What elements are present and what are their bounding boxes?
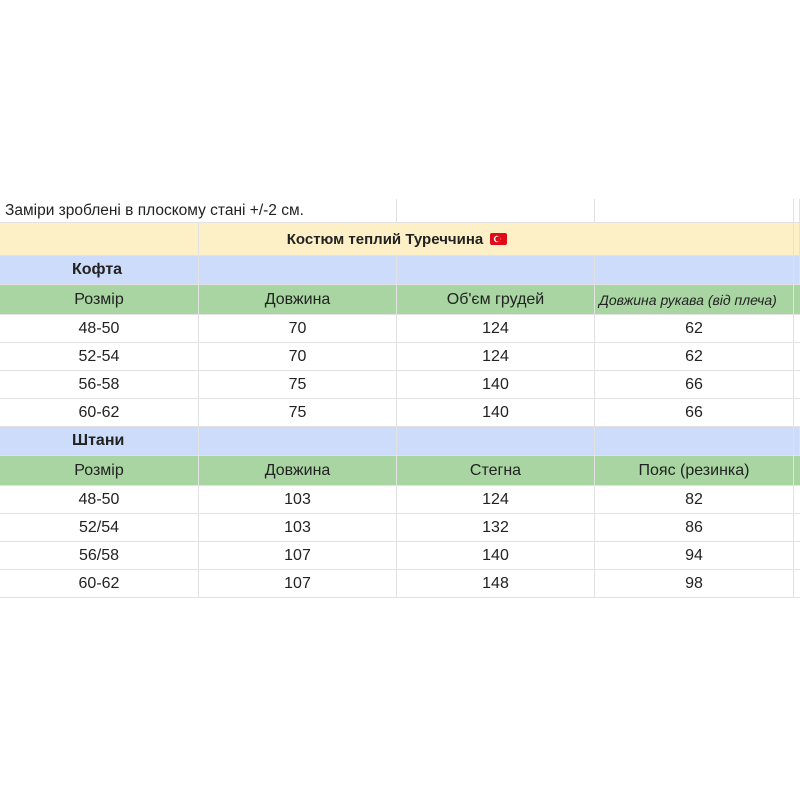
size-chart-sheet — [0, 199, 800, 598]
header-cell-chest[interactable]: Об'єм грудей — [397, 285, 595, 314]
turkey-flag-icon — [490, 233, 507, 245]
header-cell-waist[interactable]: Пояс (резинка) — [595, 456, 794, 485]
table-cell[interactable]: 140 — [397, 542, 595, 569]
table-cell[interactable]: 107 — [199, 570, 397, 597]
table-cell[interactable]: 66 — [595, 371, 794, 398]
empty-cell[interactable] — [595, 427, 794, 455]
empty-cell[interactable] — [595, 256, 794, 284]
empty-cell[interactable] — [794, 542, 800, 569]
table-row — [0, 315, 800, 343]
table-cell[interactable]: 70 — [199, 315, 397, 342]
section-row-jacket — [0, 256, 800, 285]
empty-cell[interactable] — [199, 256, 397, 284]
table-cell[interactable]: 70 — [199, 343, 397, 370]
table-cell[interactable]: 82 — [595, 486, 794, 513]
table-row — [0, 570, 800, 598]
table-cell[interactable]: 62 — [595, 343, 794, 370]
table-row — [0, 514, 800, 542]
header-cell-size[interactable]: Розмір — [0, 285, 199, 314]
header-cell-size[interactable]: Розмір — [0, 456, 199, 485]
section-title-pants: Штани — [72, 432, 125, 449]
empty-cell[interactable] — [0, 223, 199, 255]
empty-cell[interactable] — [794, 371, 800, 398]
table-row — [0, 371, 800, 399]
measurement-note[interactable]: Заміри зроблені в плоскому стані +/-2 см. — [5, 201, 304, 219]
section-title-jacket: Кофта — [72, 261, 123, 278]
empty-cell[interactable] — [794, 256, 800, 284]
table-cell[interactable]: 52-54 — [0, 343, 199, 370]
empty-cell[interactable] — [397, 427, 595, 455]
empty-cell[interactable] — [595, 199, 794, 222]
header-row-jacket — [0, 285, 800, 315]
table-cell[interactable]: 124 — [397, 343, 595, 370]
empty-cell[interactable] — [794, 199, 800, 222]
table-cell[interactable]: 56-58 — [0, 371, 199, 398]
table-cell[interactable]: 48-50 — [0, 315, 199, 342]
header-cell-length[interactable]: Довжина — [199, 456, 397, 485]
title-row — [0, 223, 800, 256]
section-row-pants — [0, 427, 800, 456]
table-cell[interactable]: 140 — [397, 371, 595, 398]
table-cell[interactable]: 62 — [595, 315, 794, 342]
table-row — [0, 542, 800, 570]
table-cell[interactable]: 132 — [397, 514, 595, 541]
table-cell[interactable]: 124 — [397, 486, 595, 513]
header-row-pants — [0, 456, 800, 486]
empty-cell[interactable] — [794, 399, 800, 426]
table-cell[interactable]: 52/54 — [0, 514, 199, 541]
table-row — [0, 486, 800, 514]
empty-cell[interactable] — [595, 223, 794, 255]
table-cell[interactable]: 107 — [199, 542, 397, 569]
table-title[interactable] — [199, 223, 595, 255]
table-cell[interactable]: 75 — [199, 371, 397, 398]
table-cell[interactable]: 148 — [397, 570, 595, 597]
empty-cell[interactable] — [397, 256, 595, 284]
header-cell-length[interactable]: Довжина — [199, 285, 397, 314]
note-row — [0, 199, 800, 223]
table-cell[interactable]: 86 — [595, 514, 794, 541]
empty-cell[interactable] — [794, 456, 800, 485]
empty-cell[interactable] — [199, 427, 397, 455]
table-row — [0, 343, 800, 371]
empty-cell[interactable] — [794, 315, 800, 342]
empty-cell[interactable] — [794, 486, 800, 513]
table-cell[interactable]: 66 — [595, 399, 794, 426]
table-cell[interactable]: 48-50 — [0, 486, 199, 513]
table-cell[interactable]: 60-62 — [0, 570, 199, 597]
empty-cell[interactable] — [794, 427, 800, 455]
empty-cell[interactable] — [794, 285, 800, 314]
table-row — [0, 399, 800, 427]
empty-cell[interactable] — [794, 343, 800, 370]
table-cell[interactable]: 103 — [199, 486, 397, 513]
empty-cell[interactable] — [199, 199, 397, 222]
table-cell[interactable]: 75 — [199, 399, 397, 426]
table-cell[interactable]: 140 — [397, 399, 595, 426]
empty-cell[interactable] — [397, 199, 595, 222]
table-cell[interactable]: 124 — [397, 315, 595, 342]
empty-cell[interactable] — [794, 223, 800, 255]
empty-cell[interactable] — [794, 570, 800, 597]
table-cell[interactable]: 60-62 — [0, 399, 199, 426]
table-cell[interactable]: 56/58 — [0, 542, 199, 569]
header-cell-sleeve[interactable]: Довжина рукава (від плеча) — [595, 285, 794, 314]
empty-cell[interactable] — [794, 514, 800, 541]
header-cell-hips[interactable]: Стегна — [397, 456, 595, 485]
table-cell[interactable]: 94 — [595, 542, 794, 569]
table-cell[interactable]: 98 — [595, 570, 794, 597]
table-cell[interactable]: 103 — [199, 514, 397, 541]
title-text: Костюм теплий Туреччина — [286, 230, 484, 248]
